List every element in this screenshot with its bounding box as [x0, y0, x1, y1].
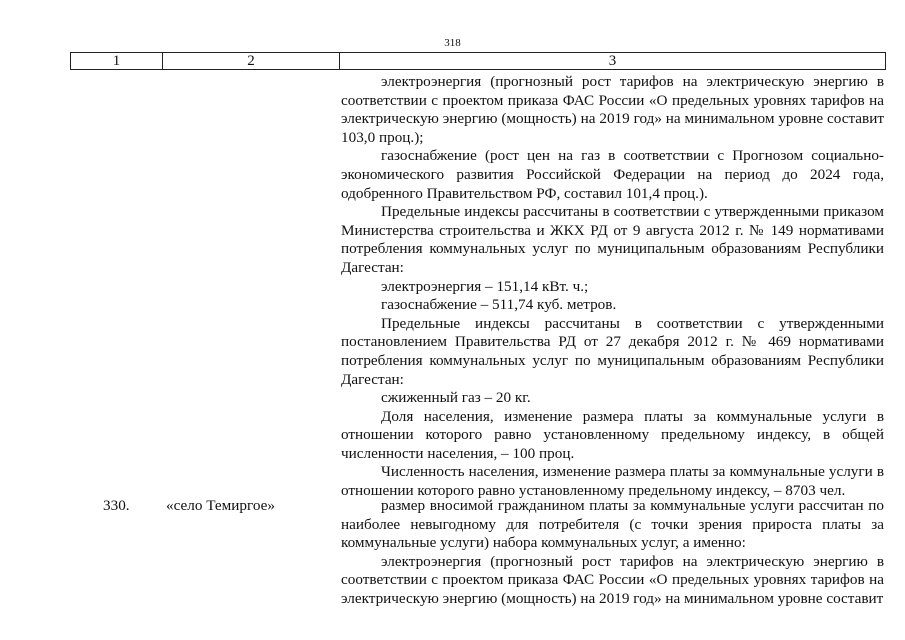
row-330-text-block [341, 497, 884, 609]
paragraph: газоснабжение – 511,74 куб. метров. [381, 296, 617, 314]
paragraph: Предельные индексы рассчитаны в соответствии с утвержденными приказом Министерства строительства и ЖКХ РД от 9 августа 2012 г. № 149 нормативами потребления коммунальных услуг по муниципальным образованиям Республики Дагестан: [341, 203, 884, 276]
paragraph: размер вносимой гражданином платы за коммунальные услуги рассчитан по наиболее невыгодному для потребителя (с точки зрения прироста платы за коммунальные услуги) набора коммунальных услуг, а именно: [341, 497, 884, 552]
header-col-3: 3 [340, 53, 886, 70]
continued-text-block [341, 73, 884, 501]
paragraph: Предельные индексы рассчитаны в соответствии с утвержденными постановлением Правительства РД от 27 декабря 2012 г. № 469 нормативами потребления коммунальных услуг по муниципальным образованиям Республики Дагестан: [341, 314, 884, 388]
paragraph: электроэнергия (прогнозный рост тарифов на электрическую энергию в соответствии с проектом приказа ФАС России «О предельных уровнях тарифов на электрическую энергию (мощность) на 2019 год» на минимальном уровне составит [341, 552, 884, 607]
settlement-name: «село Темиргое» [166, 497, 275, 514]
paragraph: газоснабжение (рост цен на газ в соответствии с Прогнозом социально-экономического развития Российской Федерации на период до 2024 года, одобренного Правительством РФ, составил 101,4 проц.). [341, 147, 884, 202]
row-number: 330. [103, 497, 130, 514]
page-number: 318 [444, 37, 461, 49]
paragraph: электроэнергия – 151,14 кВт. ч.; [381, 277, 589, 295]
table-header [70, 52, 886, 70]
header-col-2: 2 [163, 53, 340, 70]
table-header-row [71, 53, 886, 70]
paragraph: Доля населения, изменение размера платы за коммунальные услуги в отношении которого равно установленному предельному индексу, в общей численности населения, – 100 проц. [341, 407, 884, 462]
paragraph: сжиженный газ – 20 кг. [381, 389, 531, 407]
header-col-1: 1 [71, 53, 163, 70]
paragraph: электроэнергия (прогнозный рост тарифов на электрическую энергию в соответствии с проектом приказа ФАС России «О предельных уровнях тарифов на электрическую энергию (мощность) на 2019 год» на минимальном уровне составит 103,0 проц.); [341, 73, 884, 146]
paragraph: Численность населения, изменение размера платы за коммунальные услуги в отношении которого равно установленному предельному индексу, – 8703 чел. [341, 463, 884, 500]
